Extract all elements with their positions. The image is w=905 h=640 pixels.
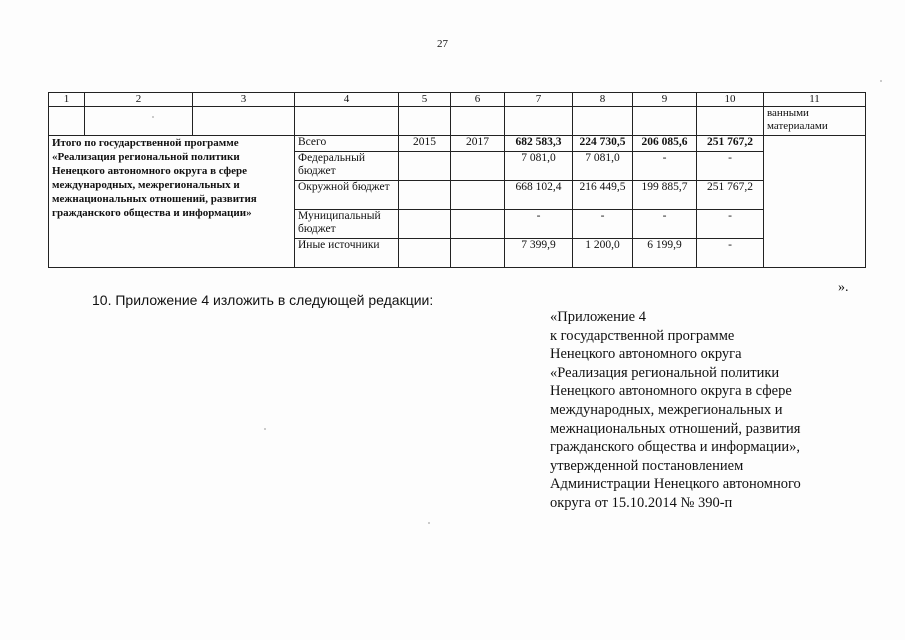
appendix-heading: [550, 308, 850, 513]
amount-2015: 224 730,5: [573, 136, 633, 152]
column-number: 1: [49, 93, 85, 107]
start-year: [399, 239, 451, 268]
funding-source: Окружной бюджет: [295, 181, 399, 210]
amount-2016: 206 085,6: [633, 136, 697, 152]
column-number-row: [49, 93, 866, 107]
column-number: 9: [633, 93, 697, 107]
column-number: 11: [764, 93, 866, 107]
amount-2017: 251 767,2: [697, 136, 764, 152]
end-year: [451, 152, 505, 181]
end-year: 2017: [451, 136, 505, 152]
appendix-line: к государственной программе: [550, 327, 735, 344]
amount-2015: 1 200,0: [573, 239, 633, 268]
total-amount: 7 081,0: [505, 152, 573, 181]
continuation-text: ванными материалами: [764, 107, 866, 136]
appendix-line: гражданского общества и информации»,: [550, 439, 801, 456]
appendix-line: «Приложение 4: [550, 309, 646, 325]
amount-2015: 216 449,5: [573, 181, 633, 210]
appendix-line: международных, межрегиональных и: [550, 401, 783, 418]
column-number: 8: [573, 93, 633, 107]
appendix-line: «Реализация региональной политики: [550, 364, 780, 381]
appendix-line: Администрации Ненецкого автономного: [550, 476, 801, 493]
amount-2016: -: [633, 210, 697, 239]
appendix-line: Ненецкого автономного округа: [550, 346, 742, 363]
appendix-line: округа от 15.10.2014 № 390-п: [550, 494, 733, 511]
executor-cell: [764, 136, 866, 268]
instruction-paragraph: 10. Приложение 4 изложить в следующей редакции:: [92, 292, 434, 308]
start-year: [399, 181, 451, 210]
column-number: 2: [85, 93, 193, 107]
start-year: [399, 152, 451, 181]
amount-2017: -: [697, 152, 764, 181]
column-number: 6: [451, 93, 505, 107]
table-row: [49, 136, 866, 152]
amount-2017: 251 767,2: [697, 181, 764, 210]
appendix-line: утвержденной постановлением: [550, 457, 744, 474]
column-number: 5: [399, 93, 451, 107]
total-amount: 668 102,4: [505, 181, 573, 210]
closing-quote: ».: [838, 280, 849, 295]
funding-source: Всего: [295, 136, 399, 152]
total-amount: -: [505, 210, 573, 239]
funding-source: Федеральный бюджет: [295, 152, 399, 181]
amount-2016: 199 885,7: [633, 181, 697, 210]
total-amount: 682 583,3: [505, 136, 573, 152]
amount-2016: -: [633, 152, 697, 181]
funding-source: Муниципальный бюджет: [295, 210, 399, 239]
page-number: 27: [437, 38, 448, 50]
scan-speck: [428, 522, 430, 524]
scan-speck: [264, 428, 266, 430]
column-number: 3: [193, 93, 295, 107]
scan-speck: [152, 116, 154, 118]
amount-2016: 6 199,9: [633, 239, 697, 268]
program-title: Итого по государственной программе «Реализация региональной политики Ненецкого автономного округа в сфере международных, межрегиональных и межнациональных отношений, развития гражданского общества и информации»: [49, 136, 295, 268]
continuation-row: [49, 107, 866, 136]
end-year: [451, 239, 505, 268]
scan-speck: [880, 80, 882, 82]
total-amount: 7 399,9: [505, 239, 573, 268]
funding-source: Иные источники: [295, 239, 399, 268]
appendix-line: межнациональных отношений, развития: [550, 420, 801, 437]
budget-table: [48, 92, 866, 268]
amount-2015: -: [573, 210, 633, 239]
amount-2017: -: [697, 239, 764, 268]
amount-2015: 7 081,0: [573, 152, 633, 181]
column-number: 7: [505, 93, 573, 107]
start-year: 2015: [399, 136, 451, 152]
start-year: [399, 210, 451, 239]
end-year: [451, 210, 505, 239]
amount-2017: -: [697, 210, 764, 239]
column-number: 10: [697, 93, 764, 107]
end-year: [451, 181, 505, 210]
column-number: 4: [295, 93, 399, 107]
appendix-line: Ненецкого автономного округа в сфере: [550, 383, 792, 400]
